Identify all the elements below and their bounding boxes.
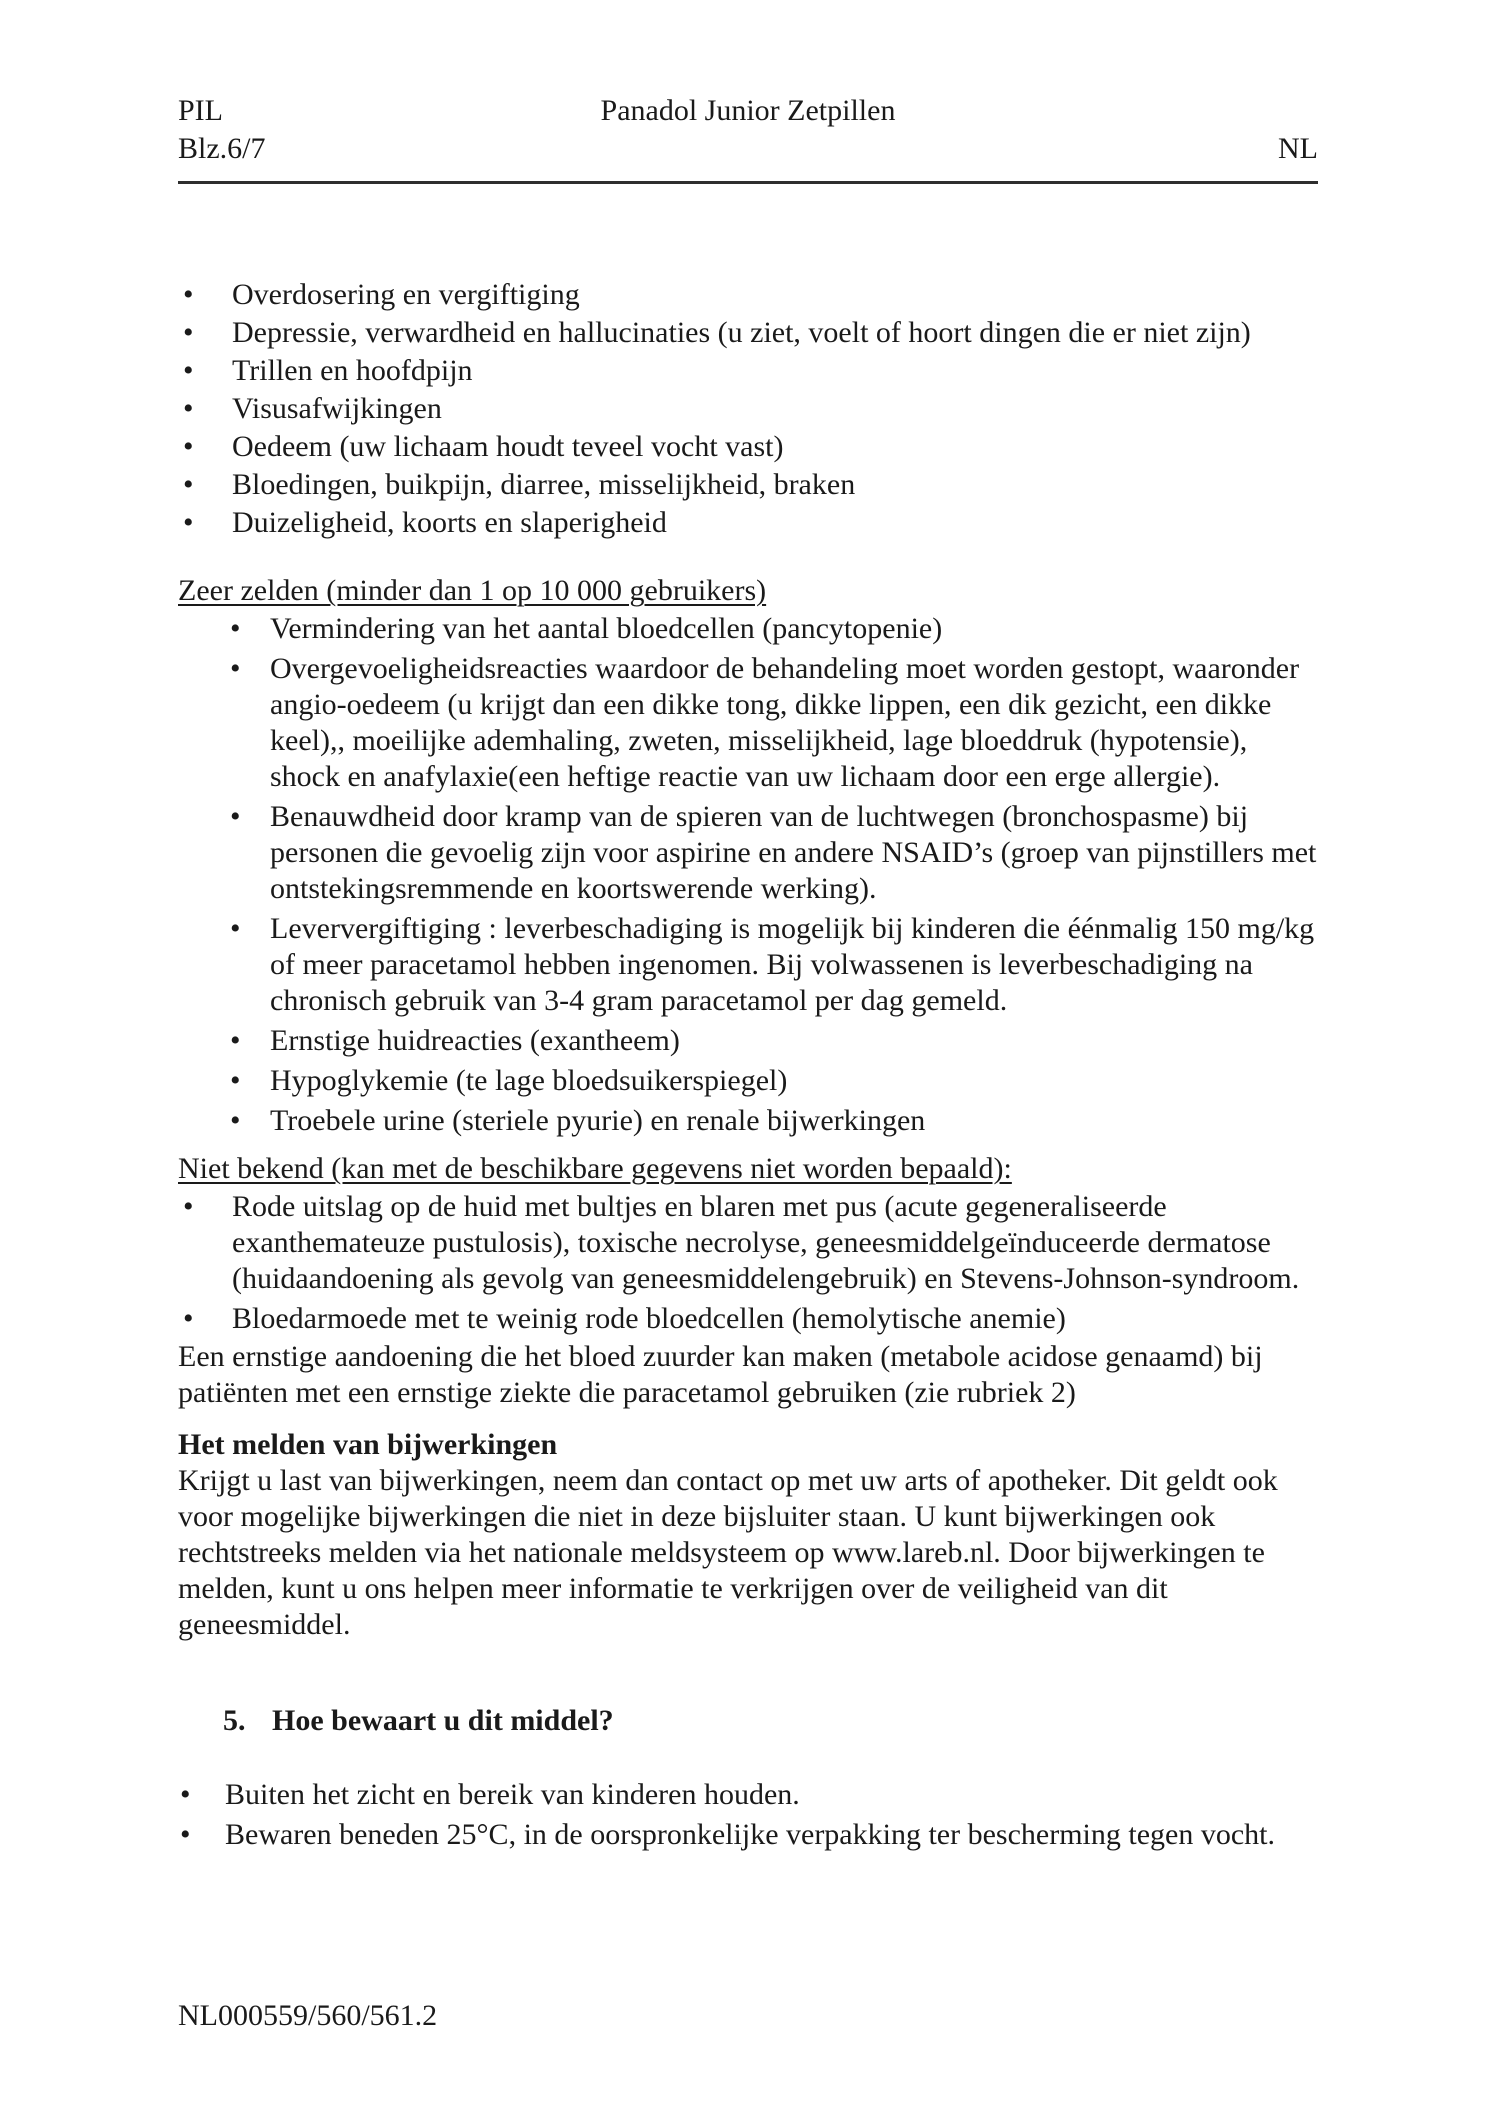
list-item-text: Visusafwijkingen	[232, 392, 442, 425]
list-item-text: Trillen en hoofdpijn	[232, 354, 473, 387]
list-item-text: Leververgiftiging : leverbeschadiging is mogelijk bij kinderen die éénmalig 150 mg/kg of meer paracetamol hebben ingenomen. Bij volwassenen is leverbeschadiging na chronisch gebruik van 3-4 gram paracetamol per dag gemeld.	[270, 912, 1315, 1017]
language-label: NL	[1278, 132, 1318, 165]
list-item	[178, 467, 1318, 503]
very-rare-heading: Zeer zelden (minder dan 1 op 10 000 gebruikers)	[178, 574, 767, 607]
not-known-list	[178, 1189, 1318, 1337]
list-item	[178, 315, 1318, 351]
list-item	[178, 911, 1318, 1019]
reporting-paragraph: Krijgt u last van bijwerkingen, neem dan contact op met uw arts of apotheker. Dit geldt ook voor mogelijke bijwerkingen die niet in deze bijsluiter staan. U kunt bijwerkingen ook rechtstreeks melden via het nationale meldsysteem op www.lareb.nl. Door bijwerkingen te melden, kunt u ons helpen meer informatie te verkrijgen over de veiligheid van dit geneesmiddel.	[178, 1464, 1278, 1641]
header-row-2	[178, 130, 1318, 168]
list-item	[178, 505, 1318, 541]
list-item-text: Buiten het zicht en bereik van kinderen houden.	[225, 1778, 800, 1811]
list-item	[178, 391, 1318, 427]
not-known-heading: Niet bekend (kan met de beschikbare gegevens niet worden bepaald):	[178, 1152, 1012, 1185]
bullet-icon: •	[230, 1024, 241, 1057]
bullet-icon: •	[183, 392, 194, 425]
list-item	[178, 1301, 1318, 1337]
list-item-text: Oedeem (uw lichaam houdt teveel vocht vast)	[232, 430, 784, 463]
list-item	[178, 353, 1318, 389]
list-item-text: Overgevoeligheidsreacties waardoor de behandeling moet worden gestopt, waaronder angio-oedeem (u krijgt dan een dikke tong, dikke lippen, een dik gezicht, een dikke keel),, moeilijke ademhaling, zweten, misselijkheid, lage bloeddruk (hypotensie), shock en anafylaxie(een heftige reactie van uw lichaam door een erge allergie).	[270, 652, 1300, 793]
list-item	[178, 277, 1318, 313]
bullet-icon: •	[183, 430, 194, 463]
acidosis-note: Een ernstige aandoening die het bloed zuurder kan maken (metabole acidose genaamd) bij patiënten met een ernstige ziekte die paracetamol gebruiken (zie rubriek 2)	[178, 1340, 1263, 1409]
page-content	[178, 0, 1318, 1853]
list-item-text: Rode uitslag op de huid met bultjes en blaren met pus (acute gegeneraliseerde exanthemateuze pustulosis), toxische necrolyse, geneesmiddelgeïnduceerde dermatose (huidaandoening als gevolg van geneesmiddelengebruik) en Stevens-Johnson-syndroom.	[232, 1190, 1300, 1295]
very-rare-list	[178, 611, 1318, 1139]
list-item-text: Benauwdheid door kramp van de spieren van de luchtwegen (bronchospasme) bij personen die gevoelig zijn voor aspirine en andere NSAID’s (groep van pijnstillers met ontstekingsremmende en koortswerende werking).	[270, 800, 1317, 905]
list-item	[178, 1817, 1318, 1853]
list-item	[178, 429, 1318, 465]
bullet-icon: •	[230, 1064, 241, 1097]
common-side-effects-list	[178, 277, 1318, 541]
header-divider	[178, 181, 1318, 184]
section-title: Hoe bewaart u dit middel?	[272, 1704, 614, 1737]
list-item-text: Bloedarmoede met te weinig rode bloedcellen (hemolytische anemie)	[232, 1302, 1066, 1335]
list-item	[178, 1189, 1318, 1297]
bullet-icon: •	[183, 278, 194, 311]
list-item	[178, 611, 1318, 647]
reporting-heading: Het melden van bijwerkingen	[178, 1428, 558, 1461]
bullet-icon: •	[183, 468, 194, 501]
list-item-text: Duizeligheid, koorts en slaperigheid	[232, 506, 667, 539]
bullet-icon: •	[183, 316, 194, 349]
list-item-text: Depressie, verwardheid en hallucinaties (u ziet, voelt of hoort dingen die er niet zijn)	[232, 316, 1251, 349]
storage-list	[178, 1777, 1318, 1853]
list-item-text: Ernstige huidreacties (exantheem)	[270, 1024, 680, 1057]
list-item	[178, 1777, 1318, 1813]
list-item-text: Bloedingen, buikpijn, diarree, misselijkheid, braken	[232, 468, 856, 501]
list-item	[178, 1063, 1318, 1099]
list-item-text: Hypoglykemie (te lage bloedsuikerspiegel)	[270, 1064, 788, 1097]
bullet-icon: •	[180, 1778, 191, 1811]
page-header	[178, 0, 1318, 184]
list-item-text: Troebele urine (steriele pyurie) en renale bijwerkingen	[270, 1104, 926, 1137]
list-item-text: Vermindering van het aantal bloedcellen (pancytopenie)	[270, 612, 943, 645]
bullet-icon: •	[230, 912, 241, 945]
bullet-icon: •	[230, 1104, 241, 1137]
bullet-icon: •	[183, 354, 194, 387]
bullet-icon: •	[230, 800, 241, 833]
document-reference: NL000559/560/561.2	[178, 1999, 438, 2032]
list-item-text: Overdosering en vergiftiging	[232, 278, 580, 311]
bullet-icon: •	[230, 612, 241, 645]
page-title: Panadol Junior Zetpillen	[600, 94, 896, 127]
header-row-1	[178, 92, 1318, 130]
bullet-icon: •	[183, 1302, 194, 1335]
bullet-icon: •	[180, 1818, 191, 1851]
list-item	[178, 1023, 1318, 1059]
section-5-heading	[178, 1703, 1318, 1739]
list-item	[178, 799, 1318, 907]
bullet-icon: •	[183, 506, 194, 539]
list-item	[178, 651, 1318, 795]
list-item	[178, 1103, 1318, 1139]
doc-type-label: PIL	[178, 94, 223, 127]
section-number: 5.	[223, 1704, 246, 1737]
bullet-icon: •	[230, 652, 241, 685]
page-number: Blz.6/7	[178, 132, 266, 165]
list-item-text: Bewaren beneden 25°C, in de oorspronkelijke verpakking ter bescherming tegen vocht.	[225, 1818, 1275, 1851]
bullet-icon: •	[183, 1190, 194, 1223]
